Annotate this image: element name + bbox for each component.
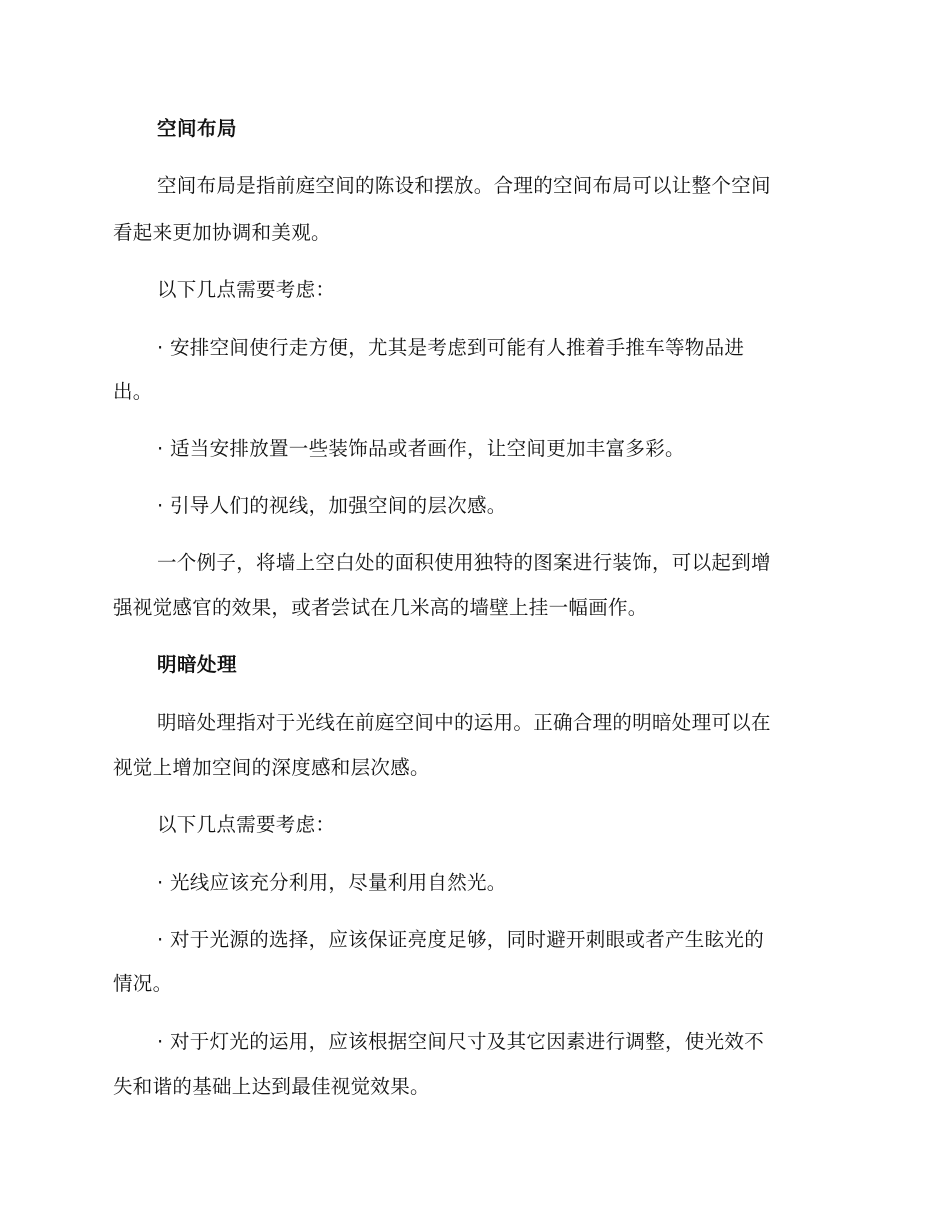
bullet-layout-3: · 引导人们的视线，加强空间的层次感。 <box>157 494 507 517</box>
bullet-layout-1-line-2: 出。 <box>113 380 153 403</box>
paragraph-layout-intro-line-1: 空间布局是指前庭空间的陈设和摆放。合理的空间布局可以让整个空间 <box>157 174 771 197</box>
paragraph-lighting-intro-line-2: 视觉上增加空间的深度感和层次感。 <box>113 756 430 779</box>
bullet-layout-2: · 适当安排放置一些装饰品或者画作，让空间更加丰富多彩。 <box>157 437 685 460</box>
paragraph-layout-example-line-1: 一个例子，将墙上空白处的面积使用独特的图案进行装饰，可以起到增 <box>157 551 771 574</box>
section-heading-lighting: 明暗处理 <box>157 653 238 676</box>
bullet-lighting-1: · 光线应该充分利用，尽量利用自然光。 <box>157 871 507 894</box>
bullet-lighting-3-line-1: · 对于灯光的运用，应该根据空间尺寸及其它因素进行调整，使光效不 <box>157 1030 764 1053</box>
paragraph-layout-intro-line-2: 看起来更加协调和美观。 <box>113 221 331 244</box>
bullet-lighting-2-line-2: 情况。 <box>113 972 173 995</box>
paragraph-lighting-lead: 以下几点需要考虑： <box>157 813 336 836</box>
bullet-lighting-2-line-1: · 对于光源的选择，应该保证亮度足够，同时避开刺眼或者产生眩光的 <box>157 928 764 951</box>
bullet-lighting-3-line-2: 失和谐的基础上达到最佳视觉效果。 <box>113 1075 430 1098</box>
section-heading-layout: 空间布局 <box>157 117 238 140</box>
paragraph-layout-lead: 以下几点需要考虑： <box>157 278 336 301</box>
bullet-layout-1-line-1: · 安排空间使行走方便，尤其是考虑到可能有人推着手推车等物品进 <box>157 336 745 359</box>
paragraph-layout-example-line-2: 强视觉感官的效果，或者尝试在几米高的墙壁上挂一幅画作。 <box>113 596 648 619</box>
paragraph-lighting-intro-line-1: 明暗处理指对于光线在前庭空间中的运用。正确合理的明暗处理可以在 <box>157 711 771 734</box>
